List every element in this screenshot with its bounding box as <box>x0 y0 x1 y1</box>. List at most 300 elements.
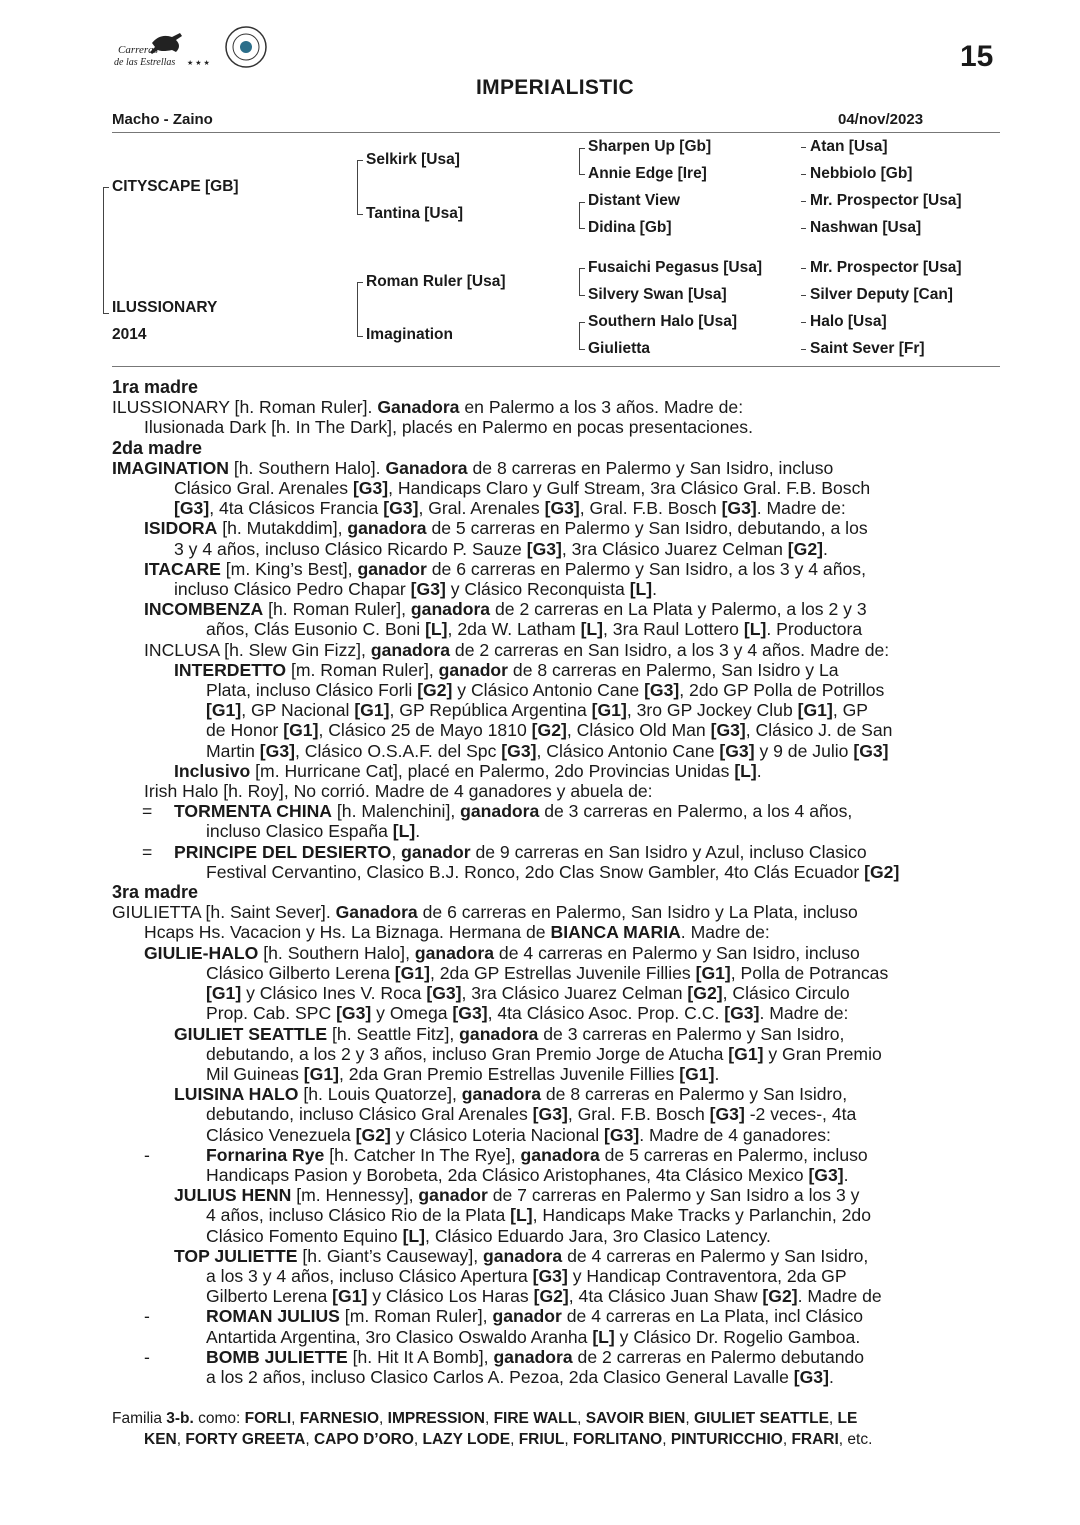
text-line <box>112 1185 1000 1205</box>
text-run: , <box>413 1431 423 1448</box>
gen3-3: Distant View <box>588 192 680 209</box>
text-run: [m. Hurricane Cat], placé en Palermo, 2do Provincias Unidas <box>250 760 735 781</box>
text-line <box>112 842 1000 862</box>
bold-text: [G3] <box>724 1003 760 1024</box>
bold-text: ganadora <box>461 1084 541 1105</box>
gen3-2: Annie Edge [Ire] <box>588 165 707 182</box>
bold-text: [G3] <box>719 740 755 761</box>
text-run: , 3ro GP Jockey Club <box>626 700 798 721</box>
bold-text: ganadora <box>460 801 540 822</box>
text-line <box>112 1165 1000 1185</box>
bold-text: [G2] <box>762 1286 798 1307</box>
bold-text: [G1] <box>332 1286 368 1307</box>
text-run: de 6 carreras en Palermo y San Isidro, a los 3 y 4 años, <box>426 558 866 579</box>
bold-text: ISIDORA <box>144 518 218 539</box>
text-run: , Clásico 25 de Mayo 1810 <box>318 720 532 741</box>
text-run: de 3 carreras en Palermo, a los 4 años, <box>539 801 853 822</box>
pedigree-bracket <box>103 187 104 313</box>
bold-text: CAPO D’ORO <box>313 1431 414 1448</box>
bold-text: [G3] <box>644 680 680 701</box>
bold-text: ROMAN JULIUS <box>206 1306 340 1327</box>
text-run: , Gral. F.B. Bosch <box>579 498 722 519</box>
text-run: [h. Giant’s Causeway], <box>297 1245 483 1266</box>
text-run: INCLUSA [h. Slew Gin Fizz], <box>144 639 371 660</box>
bold-text: FORLITANO <box>572 1431 663 1448</box>
text-run: Familia <box>112 1410 167 1427</box>
bold-text: Ganadora <box>377 397 460 418</box>
sire: CITYSCAPE [GB] <box>112 178 239 195</box>
gen4-4: Nashwan [Usa] <box>810 219 922 236</box>
text-run: . <box>756 760 762 781</box>
text-run: y Clásico Ines V. Roca <box>241 983 427 1004</box>
text-line <box>112 1084 1000 1104</box>
bold-text: [G3] <box>710 720 746 741</box>
text-run: Gilberto Lerena <box>206 1286 333 1307</box>
bold-text: [G3] <box>352 478 389 499</box>
text-run: , 3ra Raul Lottero <box>603 619 744 640</box>
text-run: [m. Roman Ruler], <box>286 659 439 680</box>
text-run: de 5 carreras en Palermo y San Isidro, debutando, a los <box>426 518 868 539</box>
carreras-de-las-estrellas-logo <box>112 25 272 75</box>
text-run: . Madre de 4 ganadores: <box>639 1124 831 1145</box>
text-run: , GP República Argentina <box>389 700 592 721</box>
text-run: GIULIETTA [h. Saint Sever]. <box>112 902 336 923</box>
bold-text: ITACARE <box>144 558 221 579</box>
gen2-tantina: Tantina [Usa] <box>366 205 464 222</box>
text-run: . Productora <box>766 619 863 640</box>
text-line <box>112 1064 1000 1084</box>
text-run: , 4ta Clásico Asoc. Prop. C.C. <box>487 1003 725 1024</box>
text-run: , <box>685 1410 694 1427</box>
text-run: y Omega <box>371 1003 453 1024</box>
bold-text: [G3] <box>526 538 562 559</box>
section-heading <box>112 377 1000 397</box>
bold-text: [G3] <box>532 1265 568 1286</box>
bold-text: LUISINA HALO <box>174 1084 299 1105</box>
text-run: , <box>564 1431 573 1448</box>
text-run: , <box>379 1410 388 1427</box>
text-run: . <box>652 579 658 600</box>
text-run: de 4 carreras en La Plata, incl Clásico <box>561 1306 864 1327</box>
text-run: de 5 carreras en Palermo, incluso <box>599 1144 868 1165</box>
line-marker: - <box>144 1144 150 1165</box>
line-marker: = <box>142 841 153 862</box>
gen4-7: Halo [Usa] <box>810 313 887 330</box>
text-run: a los 2 años, incluso Clasico Carlos A. Pezoa, 2da Clasico General Lavalle <box>206 1366 794 1387</box>
text-line <box>112 943 1000 963</box>
text-run: de 8 carreras en Palermo y San Isidro, <box>541 1084 848 1105</box>
text-run: Irish Halo [h. Roy], No corrió. Madre de 4 ganadores y abuela de: <box>144 781 653 802</box>
text-run: [h. Catcher In The Rye], <box>324 1144 521 1165</box>
text-run: , <box>176 1431 186 1448</box>
bold-text: [G3] <box>410 579 446 600</box>
text-line <box>112 1246 1000 1266</box>
text-run: y Clásico Reconquista <box>445 579 630 600</box>
text-run: [m. Hennessy], <box>291 1185 419 1206</box>
text-run: , Polla de Potrancas <box>730 962 889 983</box>
text-run: años, Clás Eusonio C. Boni <box>206 619 426 640</box>
text-line <box>112 599 1000 619</box>
gen3-6: Silvery Swan [Usa] <box>588 286 727 303</box>
text-run: [h. Southern Halo], <box>258 942 415 963</box>
bold-text: ganadora <box>410 599 491 620</box>
bold-text: 1ra madre <box>112 377 199 397</box>
bold-text: [G1] <box>394 962 430 983</box>
line-marker: - <box>144 1346 150 1367</box>
text-run: , <box>305 1431 314 1448</box>
bold-text: [L] <box>580 619 604 640</box>
text-line <box>112 902 1000 922</box>
text-line <box>112 1226 1000 1246</box>
bold-text: TOP JULIETTE <box>174 1245 298 1266</box>
text-line <box>112 801 1000 821</box>
text-run: de 9 carreras en San Isidro y Azul, incluso Clasico <box>470 841 867 862</box>
bold-text: FRARI <box>791 1431 839 1448</box>
text-run: , Clásico J. de San <box>745 720 893 741</box>
bold-text: BIANCA MARIA <box>550 922 681 943</box>
text-line <box>112 1306 1000 1326</box>
bold-text: PINTURICCHIO <box>670 1431 783 1448</box>
gen3-7: Southern Halo [Usa] <box>588 313 737 330</box>
bold-text: SAVOIR BIEN <box>585 1410 686 1427</box>
bold-text: ganador <box>438 659 509 680</box>
bold-text: Fornarina Rye <box>206 1144 325 1165</box>
bold-text: ganadora <box>520 1144 600 1165</box>
text-run: [h. Roman Ruler], <box>263 599 411 620</box>
bold-text: Ganadora <box>335 902 418 923</box>
text-run: , <box>484 1410 494 1427</box>
text-run: . Madre de: <box>759 1003 849 1024</box>
text-run: , 2da W. Latham <box>447 619 581 640</box>
text-run: Clásico Gilberto Lerena <box>206 962 395 983</box>
bold-text: [G1] <box>728 1043 764 1064</box>
text-line <box>112 458 1000 478</box>
family-line-1 <box>112 1408 1000 1429</box>
text-run: y 9 de Julio <box>754 740 854 761</box>
bold-text: 2da madre <box>112 437 203 458</box>
svg-text:★ ★ ★: ★ ★ ★ <box>187 60 210 67</box>
bold-text: [L] <box>734 760 757 781</box>
section-heading <box>112 438 1000 458</box>
bold-text: [L] <box>592 1326 615 1347</box>
bold-text: LAZY LODE <box>422 1431 511 1448</box>
bold-text: Ganadora <box>385 457 468 478</box>
bold-text: [G3] <box>793 1366 829 1387</box>
text-run: Antartida Argentina, 3ro Clasico Oswaldo Aranha <box>206 1326 593 1347</box>
text-run: , Clásico Circulo <box>722 983 850 1004</box>
bold-text: GIULIE-HALO <box>144 942 259 963</box>
text-run: , Handicaps Claro y Gulf Stream, 3ra Clásico Gral. F.B. Bosch <box>388 478 871 499</box>
text-run: . <box>714 1063 720 1084</box>
bold-text: [G3] <box>501 740 537 761</box>
text-run: , 2do GP Polla de Potrillos <box>679 680 885 701</box>
text-run: como: <box>193 1410 245 1427</box>
bold-text: JULIUS HENN <box>174 1185 292 1206</box>
bold-text: [G2] <box>531 720 567 741</box>
bold-text: [G1] <box>695 962 731 983</box>
text-line <box>112 1003 1000 1023</box>
bold-text: [L] <box>510 1205 533 1226</box>
bold-text: [G1] <box>591 700 627 721</box>
bold-text: Inclusivo <box>174 760 251 781</box>
text-run: , Clásico O.S.A.F. del Spc <box>294 740 502 761</box>
text-line <box>112 1125 1000 1145</box>
gen4-2: Nebbiolo [Gb] <box>810 165 913 182</box>
bold-text: INCOMBENZA <box>144 599 264 620</box>
bold-text: [G2] <box>417 680 453 701</box>
text-run: [h. Louis Quatorze], <box>298 1084 462 1105</box>
report-date: 04/nov/2023 <box>838 111 924 128</box>
text-line <box>112 983 1000 1003</box>
bold-text: INTERDETTO <box>174 659 287 680</box>
text-run: de 4 carreras en Palermo y San Isidro, incluso <box>494 942 860 963</box>
text-run: Martin <box>206 740 260 761</box>
text-line <box>112 700 1000 720</box>
text-run: , GP Nacional <box>241 700 355 721</box>
bold-text: ganadora <box>483 1245 563 1266</box>
sex-color: Macho - Zaino <box>112 111 213 128</box>
text-run: de 4 carreras en Palermo y San Isidro, <box>562 1245 869 1266</box>
bold-text: FORTY GREETA <box>185 1431 306 1448</box>
text-line <box>112 821 1000 841</box>
text-line <box>112 1145 1000 1165</box>
text-run: . Madre de: <box>756 498 846 519</box>
text-run: , <box>577 1410 586 1427</box>
text-run: , Handicaps Make Tracks y Parlanchin, 2do <box>532 1205 871 1226</box>
bold-text: [G3] <box>426 983 462 1004</box>
family-line-2 <box>112 1429 1000 1450</box>
bold-text: [G1] <box>679 1063 715 1084</box>
text-run: de 2 carreras en Palermo debutando <box>572 1346 865 1367</box>
text-line <box>112 680 1000 700</box>
text-run: , 4ta Clásico Juan Shaw <box>568 1286 763 1307</box>
bold-text: [G3] <box>544 498 580 519</box>
bold-text: [G2] <box>355 1124 391 1145</box>
text-run: , 3ra Clásico Juarez Celman <box>561 538 788 559</box>
text-line <box>112 761 1000 781</box>
text-run: , <box>662 1431 671 1448</box>
text-line <box>112 1266 1000 1286</box>
bold-text: ganadora <box>493 1346 573 1367</box>
gen3-1: Sharpen Up [Gb] <box>588 138 712 155</box>
text-line <box>112 539 1000 559</box>
text-line <box>112 781 1000 801</box>
bold-text: [L] <box>743 619 767 640</box>
text-run: , Clásico Eduardo Jara, 3ro Clasico Latency. <box>425 1225 771 1246</box>
bold-text: 3-b. <box>166 1410 194 1427</box>
text-run: ILUSSIONARY [h. Roman Ruler]. <box>112 397 378 418</box>
text-run: de 2 carreras en San Isidro, a los 3 y 4 años. Madre de: <box>450 639 890 660</box>
bold-text: [G3] <box>532 1104 568 1125</box>
text-line <box>112 963 1000 983</box>
bold-text: ganador <box>357 558 427 579</box>
bold-text: GIULIET SEATTLE <box>174 1023 328 1044</box>
gen4-5: Mr. Prospector [Usa] <box>810 259 962 276</box>
text-run: Clásico Venezuela <box>206 1124 356 1145</box>
gen2-roman-ruler: Roman Ruler [Usa] <box>366 273 506 290</box>
text-run: de 2 carreras en La Plata y Palermo, a los 2 y 3 <box>490 599 867 620</box>
text-run: Mil Guineas <box>206 1063 304 1084</box>
text-run: incluso Clasico España <box>206 821 393 842</box>
bold-text: 3ra madre <box>112 882 199 903</box>
bold-text: [L] <box>629 579 653 600</box>
bold-text: KEN <box>144 1431 177 1448</box>
bold-text: [G1] <box>354 700 390 721</box>
text-run: 4 años, incluso Clásico Rio de la Plata <box>206 1205 511 1226</box>
bold-text: [G2] <box>533 1286 569 1307</box>
gen4-8: Saint Sever [Fr] <box>810 340 925 357</box>
text-run: 3 y 4 años, incluso Clásico Ricardo P. Sauze <box>174 538 527 559</box>
text-line <box>112 579 1000 599</box>
text-run: y Clásico Loteria Nacional <box>390 1124 605 1145</box>
bold-text: TORMENTA CHINA <box>174 801 333 822</box>
bold-text: ganadora <box>347 518 427 539</box>
bold-text: [L] <box>392 821 416 842</box>
bold-text: [G2] <box>687 983 723 1004</box>
bold-text: [G1] <box>206 700 242 721</box>
bold-text: [G3] <box>452 1003 488 1024</box>
text-run: [h. Mutakddim], <box>217 518 348 539</box>
text-line <box>112 417 1000 437</box>
logo-text-1: Carreras <box>118 44 158 56</box>
bold-text: ganador <box>401 841 471 862</box>
text-run: de 8 carreras en Palermo y San Isidro, incluso <box>467 457 834 478</box>
gen3-4: Didina [Gb] <box>588 219 672 236</box>
bold-text: [G3] <box>853 740 889 761</box>
bold-text: ganador <box>492 1306 562 1327</box>
logo-text-2: de las Estrellas <box>114 57 176 68</box>
text-line <box>112 1024 1000 1044</box>
text-line <box>112 478 1000 498</box>
text-run: , Clásico Antonio Cane <box>536 740 720 761</box>
family-footer <box>112 1408 1000 1450</box>
text-line <box>112 1327 1000 1347</box>
text-line <box>112 862 1000 882</box>
bold-text: [G3] <box>709 1104 745 1125</box>
text-run: , <box>510 1431 519 1448</box>
bold-text: [G3] <box>336 1003 372 1024</box>
line-marker: - <box>144 1306 150 1327</box>
horse-name-title: IMPERIALISTIC <box>476 76 634 99</box>
bold-text: ganadora <box>414 942 495 963</box>
dam-year: 2014 <box>112 326 147 343</box>
text-line <box>112 397 1000 417</box>
text-run: Hcaps Hs. Vacacion y Hs. La Biznaga. Hermana de <box>144 922 551 943</box>
text-run: y Gran Premio <box>763 1043 882 1064</box>
family-history-text <box>112 377 1000 1387</box>
text-run: , <box>291 1410 300 1427</box>
page-number: 15 <box>960 40 994 73</box>
text-line <box>112 1104 1000 1124</box>
gen2-imagination: Imagination <box>366 326 453 343</box>
text-run: [m. King’s Best], <box>220 558 358 579</box>
text-run: . <box>822 538 828 559</box>
text-run: , 4ta Clásicos Francia <box>209 498 384 519</box>
text-run: [h. Seattle Fitz], <box>327 1023 460 1044</box>
bold-text: [G3] <box>259 740 295 761</box>
text-run: de 8 carreras en Palermo, San Isidro y La <box>508 659 839 680</box>
bold-text: FIRE WALL <box>493 1410 578 1427</box>
text-run: , <box>391 841 402 862</box>
text-run: de 3 carreras en Palermo y San Isidro, <box>538 1023 845 1044</box>
text-run: , 2da Gran Premio Estrellas Juvenile Fillies <box>338 1063 680 1084</box>
bold-text: [G1] <box>283 720 319 741</box>
text-run: y Clásico Antonio Cane <box>452 680 645 701</box>
text-run: , 2da GP Estrellas Juvenile Fillies <box>429 962 696 983</box>
text-run: [h. Southern Halo]. <box>228 457 386 478</box>
text-run: a los 3 y 4 años, incluso Clásico Apertura <box>206 1265 533 1286</box>
gen4-1: Atan [Usa] <box>810 138 888 155</box>
bold-text: BOMB JULIETTE <box>206 1346 348 1367</box>
bold-text: [G3] <box>604 1124 640 1145</box>
bold-text: LE <box>837 1410 858 1427</box>
text-run: , Gral. Arenales <box>418 498 545 519</box>
text-run: . <box>415 821 421 842</box>
gen2-selkirk: Selkirk [Usa] <box>366 151 460 168</box>
text-run: [h. Hit It A Bomb], <box>347 1346 494 1367</box>
bold-text: ganadora <box>459 1023 539 1044</box>
dam: ILUSSIONARY <box>112 299 218 316</box>
text-run: , <box>828 1410 838 1427</box>
text-line <box>112 559 1000 579</box>
bold-text: [L] <box>425 619 448 640</box>
text-run: -2 veces-, 4ta <box>744 1104 857 1125</box>
bold-text: [G1] <box>797 700 833 721</box>
text-line <box>112 1367 1000 1387</box>
text-line <box>112 1347 1000 1367</box>
text-run: , etc. <box>838 1431 873 1448</box>
bold-text: [G1] <box>303 1063 339 1084</box>
text-run: de Honor <box>206 720 284 741</box>
bold-text: [G2] <box>864 861 900 882</box>
gen3-8: Giulietta <box>588 340 651 357</box>
text-run: y Clásico Los Haras <box>367 1286 534 1307</box>
gen3-5: Fusaichi Pegasus [Usa] <box>588 259 763 276</box>
text-run: . Madre de <box>797 1286 882 1307</box>
text-line <box>112 640 1000 660</box>
text-run: y Clásico Dr. Rogelio Gamboa. <box>614 1326 861 1347</box>
text-run: , 3ra Clásico Juarez Celman <box>461 983 688 1004</box>
bold-text: [G3] <box>174 498 210 519</box>
gen4-3: Mr. Prospector [Usa] <box>810 192 962 209</box>
text-run: Clásico Fomento Equino <box>206 1225 403 1246</box>
bold-text: FORLI <box>244 1410 292 1427</box>
text-run: de 6 carreras en Palermo, San Isidro y La Plata, incluso <box>417 902 858 923</box>
bold-text: [G3] <box>383 498 419 519</box>
text-run: de 7 carreras en Palermo y San Isidro a los 3 y <box>487 1185 860 1206</box>
text-run: incluso Clásico Pedro Chapar <box>174 579 411 600</box>
text-run: , <box>782 1431 792 1448</box>
bold-text: IMAGINATION <box>112 457 229 478</box>
line-marker: = <box>142 801 153 822</box>
text-run: . <box>828 1366 834 1387</box>
text-line <box>112 922 1000 942</box>
text-run: debutando, incluso Clásico Gral Arenales <box>206 1104 533 1125</box>
text-line <box>112 720 1000 740</box>
text-line <box>112 1205 1000 1225</box>
bold-text: GIULIET SEATTLE <box>694 1410 829 1427</box>
text-line <box>112 660 1000 680</box>
text-run: [h. Malenchini], <box>332 801 461 822</box>
text-run: Handicaps Pasion y Borobeta, 2da Clásico Aristophanes, 4ta Clásico Mexico <box>206 1164 809 1185</box>
text-line <box>112 1044 1000 1064</box>
section-heading <box>112 882 1000 902</box>
bold-text: [G3] <box>808 1164 844 1185</box>
bold-text: PRINCIPE DEL DESIERTO <box>174 841 392 862</box>
text-line <box>112 1286 1000 1306</box>
bold-text: [L] <box>402 1225 426 1246</box>
bold-text: FARNESIO <box>299 1410 380 1427</box>
